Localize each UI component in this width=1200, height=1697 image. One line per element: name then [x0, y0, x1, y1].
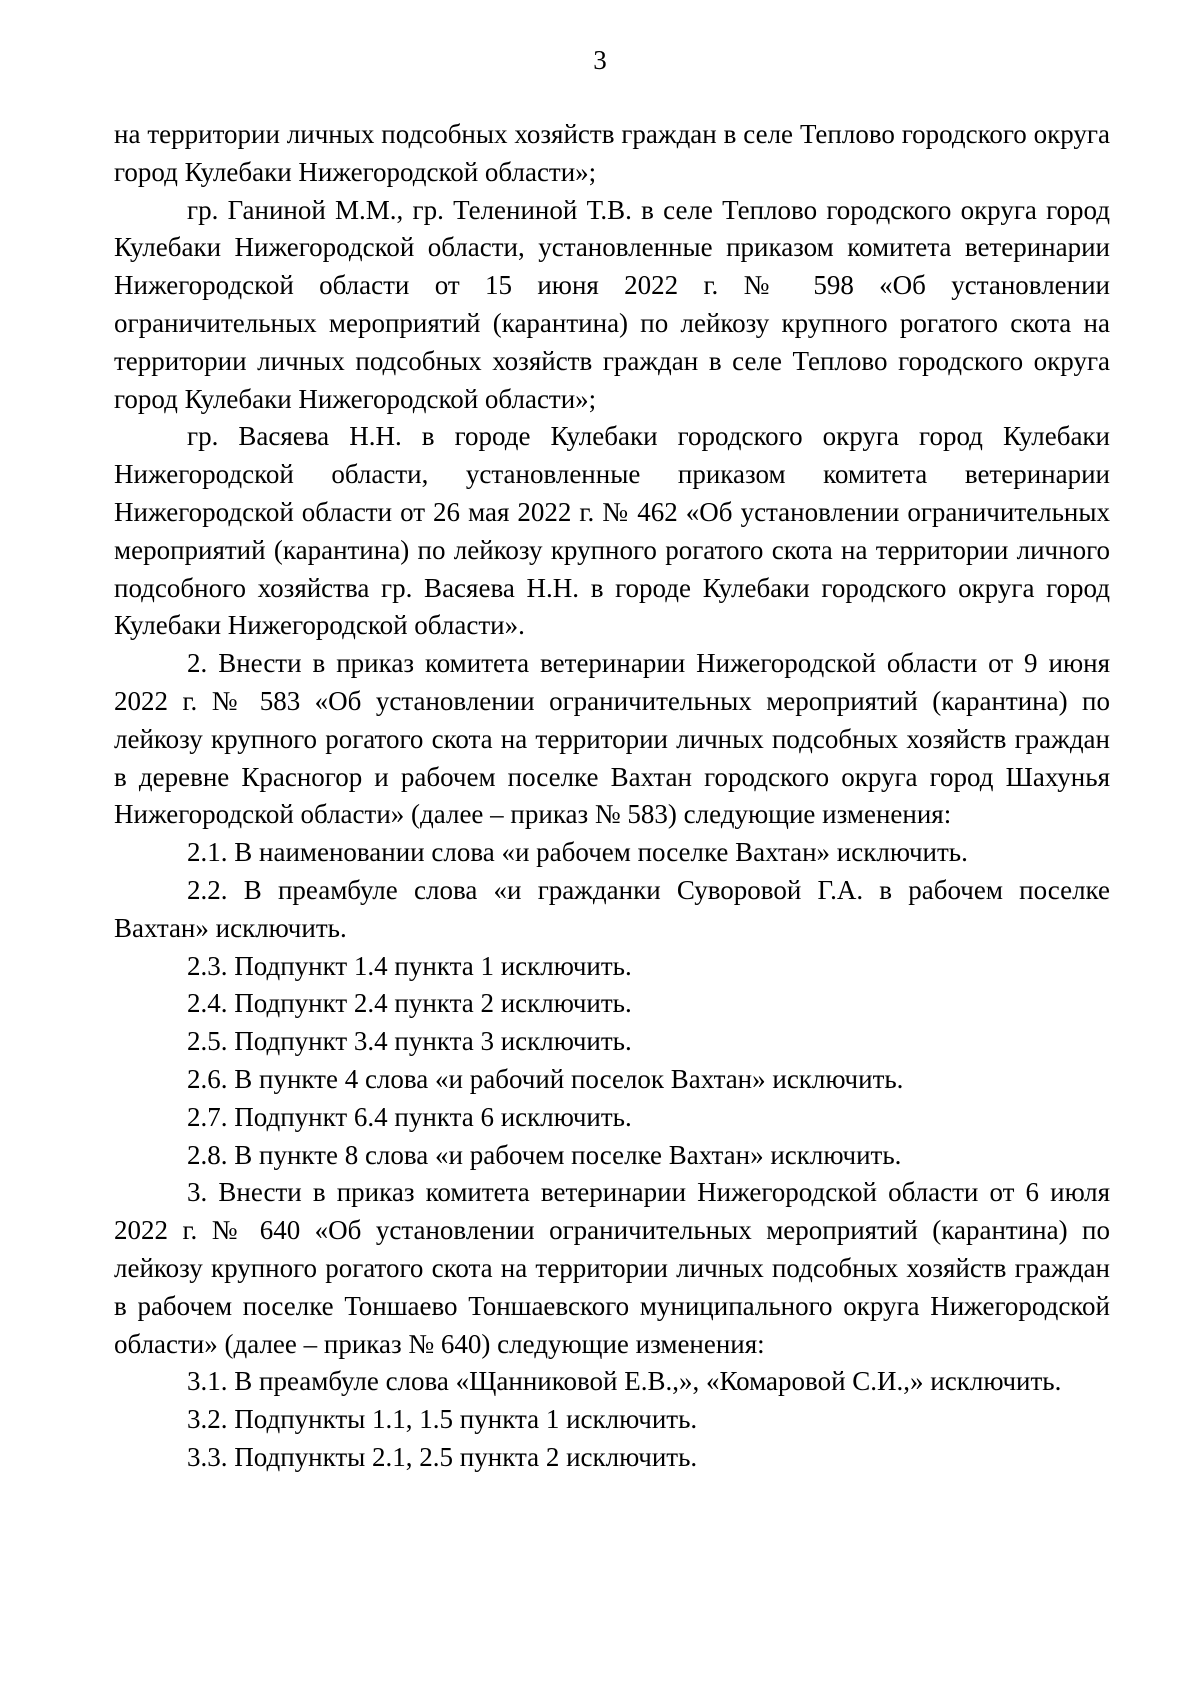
paragraph-item-2-5: 2.5. Подпункт 3.4 пункта 3 исключить. [187, 1026, 632, 1057]
paragraph-item-3-3: 3.3. Подпункты 2.1, 2.5 пункта 2 исключить. [187, 1441, 698, 1472]
page-number: 3 [593, 45, 607, 75]
paragraph-item-2-1: 2.1. В наименовании слова «и рабочем поселке Вахтан» исключить. [187, 837, 968, 868]
paragraph-item-2-6: 2.6. В пункте 4 слова «и рабочий поселок Вахтан» исключить. [187, 1063, 904, 1094]
paragraph-item-2-4: 2.4. Подпункт 2.4 пункта 2 исключить. [187, 988, 632, 1019]
paragraph-ganina-telenina: гр. Ганиной М.М., гр. Телениной Т.В. в селе Теплово городского округа город Кулебаки Нижегородской области, установленные приказом комитета ветеринарии Нижегородской области от 15 июня 2022 г. № 598 «Об установлении ограничительных мероприятий (карантина) по лейкозу крупного рогатого скота на территории личных подсобных хозяйств граждан в селе Теплово городского округа город Кулебаки Нижегородской области»; [114, 194, 1110, 414]
paragraph-item-2-7: 2.7. Подпункт 6.4 пункта 6 исключить. [187, 1101, 632, 1132]
paragraph-vasyaev: гр. Васяева Н.Н. в городе Кулебаки городского округа город Кулебаки Нижегородской области, установленные приказом комитета ветеринарии Нижегородской области от 26 мая 2022 г. № 462 «Об установлении ограничительных мероприятий (карантина) по лейкозу крупного рогатого скота на территории личного подсобного хозяйства гр. Васяева Н.Н. в городе Кулебаки городского округа город Кулебаки Нижегородской области». [114, 421, 1110, 641]
paragraph-item-2-2: 2.2. В преамбуле слова «и гражданки Суворовой Г.А. в рабочем поселке Вахтан» исключить. [114, 874, 1110, 943]
paragraph-item-2-8: 2.8. В пункте 8 слова «и рабочем поселке Вахтан» исключить. [187, 1139, 902, 1170]
paragraph-continuation-teplovo: на территории личных подсобных хозяйств граждан в селе Теплово городского округа город Кулебаки Нижегородской области»; [114, 119, 1110, 187]
document-body [114, 116, 1110, 1477]
paragraph-item-2: 2. Внести в приказ комитета ветеринарии Нижегородской области от 9 июня 2022 г. № 583 «Об установлении ограничительных мероприятий (карантина) по лейкозу крупного рогатого скота на территории личных подсобных хозяйств граждан в деревне Красногор и рабочем поселке Вахтан городского округа город Шахунья Нижегородской области» (далее – приказ № 583) следующие изменения: [114, 648, 1110, 830]
paragraph-item-2-3: 2.3. Подпункт 1.4 пункта 1 исключить. [187, 950, 632, 981]
paragraph-item-3: 3. Внести в приказ комитета ветеринарии Нижегородской области от 6 июля 2022 г. № 640 «Об установлении ограничительных мероприятий (карантина) по лейкозу крупного рогатого скота на территории личных подсобных хозяйств граждан в рабочем поселке Тоншаево Тоншаевского муниципального округа Нижегородской области» (далее – приказ № 640) следующие изменения: [114, 1177, 1110, 1359]
paragraph-item-3-2: 3.2. Подпункты 1.1, 1.5 пункта 1 исключить. [187, 1404, 698, 1435]
paragraph-item-3-1: 3.1. В преамбуле слова «Щанниковой Е.В.,», «Комаровой С.И.,» исключить. [187, 1366, 1062, 1397]
